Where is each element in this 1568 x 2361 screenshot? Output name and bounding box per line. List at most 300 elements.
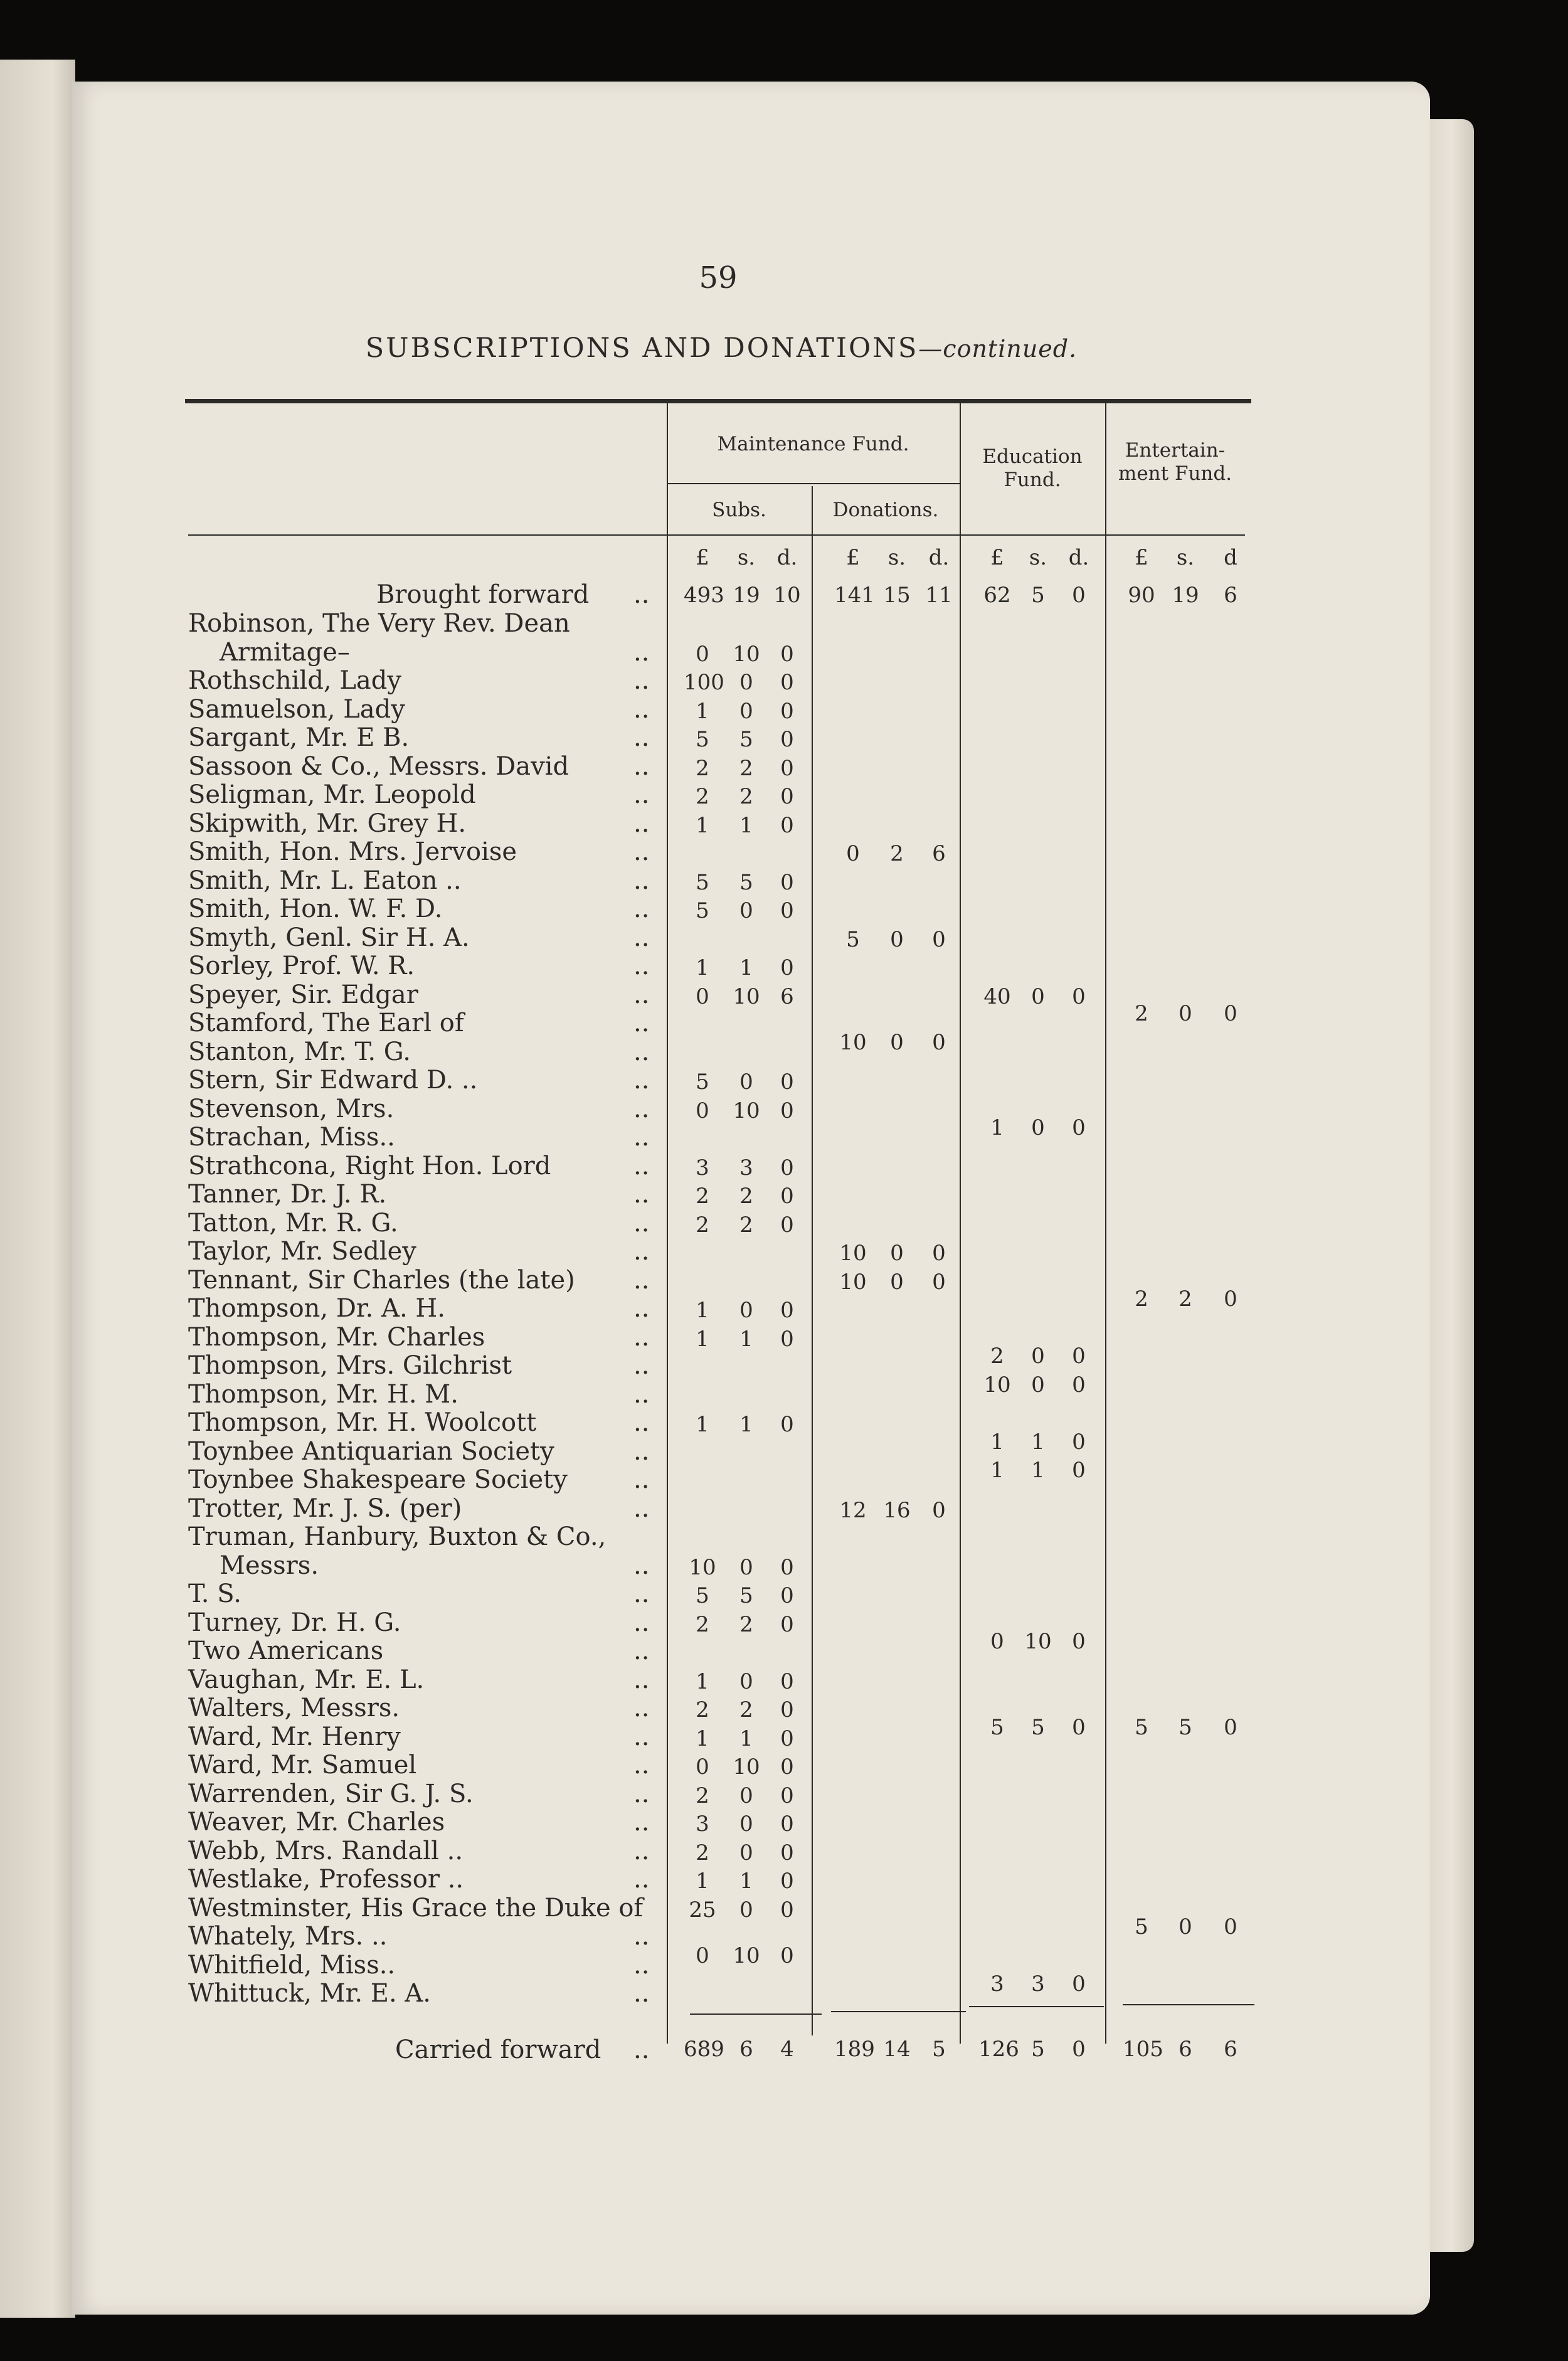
entry-name: Strathcona, Right Hon. Lord <box>188 1152 551 1180</box>
entry-name: Toynbee Antiquarian Society <box>188 1437 554 1466</box>
header-maintenance: Maintenance Fund. <box>717 433 909 455</box>
entry-name: Walters, Messrs. <box>188 1694 400 1722</box>
entry-subs-value: 0 <box>780 1555 794 1580</box>
entry-subs-value: 10 <box>733 642 760 667</box>
entry-subs-value: 100 <box>684 670 724 695</box>
entry-subs-value: 5 <box>696 727 709 752</box>
entry-donations-value: 10 <box>839 1030 867 1055</box>
leader-dots: .. <box>633 1694 650 1722</box>
entry-name: Trotter, Mr. J. S. (per) <box>188 1494 462 1523</box>
entertainment-unit-0: £ <box>1135 545 1148 570</box>
entry-donations-value: 0 <box>932 927 946 952</box>
entry-education-value: 3 <box>1031 1971 1045 1997</box>
entry-subs-value: 0 <box>739 1840 753 1865</box>
leader-dots: .. <box>633 1095 650 1123</box>
entry-subs-value: 0 <box>739 670 753 695</box>
col-divider-names <box>667 403 668 2044</box>
col-divider-subs <box>812 486 813 2035</box>
entry-subs-value: 0 <box>780 670 794 695</box>
entry-donations-value: 12 <box>839 1498 867 1523</box>
entry-name: Two Americans <box>188 1637 384 1665</box>
leader-dots: .. <box>633 1922 650 1951</box>
carried-forward-subs-2: 4 <box>780 2037 794 2062</box>
leader-dots: .. <box>633 1237 650 1266</box>
entry-name: Seligman, Mr. Leopold <box>188 780 476 809</box>
entry-education-value: 2 <box>990 1344 1004 1369</box>
entry-name: Sassoon & Co., Messrs. David <box>188 752 569 781</box>
entry-subs-value: 0 <box>696 984 709 1009</box>
leader-dots: .. <box>633 1437 650 1466</box>
brought-forward-donations-1: 15 <box>883 583 911 608</box>
entry-name: Sargant, Mr. E B. <box>188 723 410 752</box>
entry-subs-value: 2 <box>739 1612 753 1637</box>
entry-subs-value: 3 <box>696 1812 709 1837</box>
leader-dots: .. <box>633 1979 650 2008</box>
entry-subs-value: 0 <box>696 1098 709 1123</box>
entry-subs-value: 1 <box>696 1298 709 1323</box>
entry-donations-value: 0 <box>932 1241 946 1266</box>
entry-subs-value: 1 <box>739 955 753 980</box>
entry-subs-value: 2 <box>739 1697 753 1722</box>
brought-forward-entertainment-1: 19 <box>1172 583 1199 608</box>
entry-name: Weaver, Mr. Charles <box>188 1808 445 1837</box>
entry-subs-value: 0 <box>739 898 753 923</box>
entry-subs-value: 0 <box>780 1783 794 1808</box>
donations-total-rule <box>831 2011 966 2012</box>
education-unit-2: d. <box>1068 545 1089 570</box>
entry-subs-value: 2 <box>739 756 753 781</box>
leader-dots: .. <box>633 1637 650 1665</box>
entry-subs-value: 0 <box>739 1669 753 1694</box>
entry-name: Smith, Mr. L. Eaton .. <box>188 866 462 895</box>
entry-subs-value: 0 <box>696 642 709 667</box>
carried-forward-entertainment-2: 6 <box>1224 2037 1237 2062</box>
entry-subs-value: 0 <box>780 699 794 724</box>
entry-subs-value: 10 <box>733 1943 760 1968</box>
entry-name: Thompson, Mrs. Gilchrist <box>188 1351 512 1380</box>
entry-subs-value: 0 <box>739 1783 753 1808</box>
page-title <box>188 332 1254 364</box>
entry-donations-value: 5 <box>846 927 860 952</box>
entry-name: Stern, Sir Edward D. .. <box>188 1066 478 1095</box>
entry-name: Stevenson, Mrs. <box>188 1095 395 1123</box>
entry-education-value: 0 <box>990 1629 1004 1654</box>
entry-subs-value: 5 <box>739 727 753 752</box>
leader-dots: .. <box>633 837 650 866</box>
brought-forward-subs-0: 493 <box>684 583 724 608</box>
entry-name: Stamford, The Earl of <box>188 1009 464 1037</box>
entry-subs-value: 10 <box>733 984 760 1009</box>
subs-unit-2: d. <box>776 545 798 570</box>
entry-education-value: 1 <box>990 1430 1004 1455</box>
entry-name: Ward, Mr. Henry <box>188 1722 401 1751</box>
page-number: 59 <box>699 260 738 295</box>
header-subs: Subs. <box>712 499 766 521</box>
entry-subs-value: 1 <box>739 1726 753 1751</box>
donations-unit-0: £ <box>846 545 860 570</box>
entry-education-value: 0 <box>1072 1372 1086 1398</box>
leader-dots: .. <box>633 1009 650 1037</box>
brought-forward-education-1: 5 <box>1031 583 1045 608</box>
entry-entertainment-value: 2 <box>1135 1001 1148 1026</box>
carried-forward-donations-2: 5 <box>932 2037 946 2062</box>
education-unit-1: s. <box>1029 545 1047 570</box>
entry-subs-value: 6 <box>780 984 794 1009</box>
entry-entertainment-value: 0 <box>1179 1001 1192 1026</box>
entry-subs-value: 5 <box>696 898 709 923</box>
leader-dots: .. <box>633 780 650 809</box>
entry-entertainment-value: 5 <box>1135 1914 1148 1939</box>
carried-forward-education-0: 126 <box>978 2037 1019 2062</box>
entry-subs-value: 0 <box>739 1298 753 1323</box>
entry-subs-value: 0 <box>780 1897 794 1923</box>
leader-dots: .. <box>633 1465 650 1494</box>
entry-entertainment-value: 5 <box>1179 1715 1192 1740</box>
brought-forward-label: Brought forward <box>376 580 590 609</box>
entry-donations-value: 0 <box>932 1030 946 1055</box>
entry-name: Thompson, Dr. A. H. <box>188 1294 445 1323</box>
entry-subs-value: 0 <box>739 1555 753 1580</box>
entry-name: Ward, Mr. Samuel <box>188 1751 417 1780</box>
entry-subs-value: 0 <box>780 1583 794 1608</box>
brought-forward-education-0: 62 <box>983 583 1011 608</box>
leader-dots: .. <box>633 1351 650 1380</box>
entry-subs-value: 3 <box>739 1155 753 1180</box>
leader-dots: .. <box>633 1408 650 1437</box>
entry-name: Tatton, Mr. R. G. <box>188 1209 398 1238</box>
entry-subs-value: 0 <box>780 955 794 980</box>
leader-dots: .. <box>633 952 650 980</box>
brought-forward-education-2: 0 <box>1072 583 1086 608</box>
entry-subs-value: 0 <box>780 1212 794 1238</box>
carried-forward-donations-1: 14 <box>883 2037 911 2062</box>
entry-subs-value: 1 <box>696 1669 709 1694</box>
leader-dots: .. <box>633 1266 650 1295</box>
carried-forward-dots: .. <box>633 2035 650 2064</box>
entry-name: Tanner, Dr. J. R. <box>188 1180 387 1209</box>
entry-subs-value: 0 <box>780 1726 794 1751</box>
entry-donations-value: 6 <box>932 841 946 866</box>
brought-forward-dots: .. <box>633 580 650 609</box>
carried-forward-entertainment-1: 6 <box>1179 2037 1192 2062</box>
subs-unit-0: £ <box>696 545 709 570</box>
entertainment-unit-1: s. <box>1176 545 1195 570</box>
entry-name: Tennant, Sir Charles (the late) <box>188 1266 575 1295</box>
header-donations: Donations. <box>832 499 939 521</box>
entry-donations-value: 10 <box>839 1241 867 1266</box>
entry-education-value: 0 <box>1072 984 1086 1009</box>
entry-donations-value: 10 <box>839 1270 867 1295</box>
left-page-edge <box>0 60 75 2318</box>
entry-education-value: 5 <box>1031 1715 1045 1740</box>
entertainment-unit-2: d <box>1224 545 1237 570</box>
entry-subs-value: 1 <box>696 1412 709 1437</box>
entry-entertainment-value: 0 <box>1224 1001 1237 1026</box>
entry-education-value: 1 <box>990 1115 1004 1140</box>
leader-dots: .. <box>633 1037 650 1066</box>
leader-dots: .. <box>633 1152 650 1180</box>
entry-entertainment-value: 0 <box>1224 1287 1237 1312</box>
leader-dots: .. <box>633 1123 650 1152</box>
entry-name: Robinson, The Very Rev. Dean <box>188 609 570 638</box>
entry-subs-value: 0 <box>780 1812 794 1837</box>
leader-dots: .. <box>633 809 650 838</box>
entry-subs-value: 0 <box>780 1697 794 1722</box>
entry-subs-value: 0 <box>780 1612 794 1637</box>
leader-dots: .. <box>633 1494 650 1523</box>
entry-subs-value: 2 <box>696 756 709 781</box>
entry-name: Skipwith, Mr. Grey H. <box>188 809 467 838</box>
leader-dots: .. <box>633 1837 650 1865</box>
entry-name: Strachan, Miss.. <box>188 1123 395 1152</box>
entertainment-total-rule <box>1123 2004 1254 2005</box>
entry-education-value: 0 <box>1072 1971 1086 1997</box>
header-entertainment: Entertain-ment Fund. <box>1118 439 1232 485</box>
entry-name: Sorley, Prof. W. R. <box>188 952 415 980</box>
leader-dots: .. <box>633 1066 650 1095</box>
entry-subs-value: 1 <box>739 1412 753 1437</box>
entry-subs-value: 0 <box>780 642 794 667</box>
entry-name: Westminster, His Grace the Duke of <box>188 1894 644 1923</box>
entry-subs-value: 10 <box>733 1754 760 1780</box>
leader-dots: .. <box>633 1323 650 1352</box>
donations-unit-1: s. <box>887 545 906 570</box>
donations-unit-2: d. <box>928 545 950 570</box>
leader-dots: .. <box>633 1180 650 1209</box>
education-unit-0: £ <box>990 545 1004 570</box>
entry-subs-value: 0 <box>780 1669 794 1694</box>
entry-education-value: 0 <box>1072 1430 1086 1455</box>
entry-subs-value: 0 <box>780 1184 794 1209</box>
entry-subs-value: 5 <box>739 1583 753 1608</box>
entry-subs-value: 2 <box>696 1840 709 1865</box>
entry-subs-value: 0 <box>780 870 794 895</box>
entry-education-value: 0 <box>1072 1629 1086 1654</box>
entry-name: Rothschild, Lady <box>188 666 401 695</box>
entry-education-value: 10 <box>1024 1629 1052 1654</box>
entry-education-value: 0 <box>1031 1372 1045 1398</box>
entry-subs-value: 1 <box>696 813 709 838</box>
entry-name: T. S. <box>188 1579 241 1608</box>
entry-entertainment-value: 2 <box>1135 1287 1148 1312</box>
leader-dots: .. <box>633 638 650 667</box>
leader-dots: .. <box>633 1751 650 1780</box>
entry-education-value: 40 <box>983 984 1011 1009</box>
brought-forward-entertainment-2: 6 <box>1224 583 1237 608</box>
entry-entertainment-value: 0 <box>1179 1914 1192 1939</box>
title-text: SUBSCRIPTIONS AND DONATIONS <box>365 332 919 364</box>
entry-subs-value: 2 <box>696 1212 709 1238</box>
entry-subs-value: 0 <box>780 1098 794 1123</box>
carried-forward-subs-0: 689 <box>684 2037 724 2062</box>
entry-name: Samuelson, Lady <box>188 695 405 724</box>
entry-name: Westlake, Professor .. <box>188 1865 464 1894</box>
entry-education-value: 0 <box>1072 1115 1086 1140</box>
entry-subs-value: 0 <box>780 1327 794 1352</box>
entry-subs-value: 0 <box>739 1812 753 1837</box>
entry-subs-value: 0 <box>780 1869 794 1894</box>
entry-donations-value: 2 <box>890 841 904 866</box>
entry-subs-value: 0 <box>780 813 794 838</box>
entry-subs-value: 0 <box>780 1412 794 1437</box>
title-suffix: —continued. <box>918 335 1078 363</box>
entry-subs-value: 0 <box>696 1943 709 1968</box>
entry-subs-value: 0 <box>780 1155 794 1180</box>
entry-donations-value: 0 <box>890 927 904 952</box>
entry-subs-value: 1 <box>696 955 709 980</box>
col-divider-education <box>1105 403 1106 2044</box>
leader-dots: .. <box>633 1380 650 1409</box>
entry-name: Thompson, Mr. H. M. <box>188 1380 458 1409</box>
entry-donations-value: 0 <box>846 841 860 866</box>
entry-subs-value: 0 <box>780 756 794 781</box>
header-education: Education Fund. <box>982 445 1083 492</box>
entry-name: Whitfield, Miss.. <box>188 1951 396 1980</box>
leader-dots: .. <box>633 752 650 781</box>
leader-dots: .. <box>633 1665 650 1694</box>
entry-subs-value: 2 <box>696 1612 709 1637</box>
entry-subs-value: 5 <box>696 870 709 895</box>
leader-dots: .. <box>633 1294 650 1323</box>
entry-donations-value: 0 <box>932 1498 946 1523</box>
entry-subs-value: 0 <box>780 1298 794 1323</box>
entry-education-value: 0 <box>1072 1344 1086 1369</box>
entry-name: Speyer, Sir. Edgar <box>188 980 418 1009</box>
entry-education-value: 0 <box>1072 1715 1086 1740</box>
carried-forward-education-1: 5 <box>1031 2037 1045 2062</box>
entry-name: Toynbee Shakespeare Society <box>188 1465 568 1494</box>
brought-forward-donations-2: 11 <box>925 583 953 608</box>
entry-subs-value: 0 <box>780 1840 794 1865</box>
entry-subs-value: 1 <box>739 1869 753 1894</box>
entry-name: Armitage– <box>220 638 350 667</box>
entry-education-value: 0 <box>1031 1344 1045 1369</box>
leader-dots: .. <box>633 1551 650 1580</box>
entry-subs-value: 0 <box>696 1754 709 1780</box>
entry-subs-value: 10 <box>689 1555 716 1580</box>
entry-subs-value: 1 <box>739 813 753 838</box>
entry-subs-value: 2 <box>739 784 753 809</box>
entry-subs-value: 0 <box>780 898 794 923</box>
entry-education-value: 1 <box>1031 1430 1045 1455</box>
leader-dots: .. <box>633 1209 650 1238</box>
leader-dots: .. <box>633 1865 650 1894</box>
entry-name: Stanton, Mr. T. G. <box>188 1037 411 1066</box>
leader-dots: .. <box>633 980 650 1009</box>
entry-subs-value: 0 <box>739 1897 753 1923</box>
entry-name: Smith, Hon. Mrs. Jervoise <box>188 837 517 866</box>
entry-subs-value: 1 <box>696 699 709 724</box>
leader-dots: .. <box>633 723 650 752</box>
entry-subs-value: 5 <box>739 870 753 895</box>
entry-name: Whittuck, Mr. E. A. <box>188 1979 431 2008</box>
entry-entertainment-value: 5 <box>1135 1715 1148 1740</box>
entry-donations-value: 0 <box>890 1270 904 1295</box>
carried-forward-entertainment-0: 105 <box>1123 2037 1163 2062</box>
entry-education-value: 1 <box>990 1458 1004 1483</box>
entry-subs-value: 3 <box>696 1155 709 1180</box>
entry-donations-value: 0 <box>890 1030 904 1055</box>
entry-education-value: 5 <box>990 1715 1004 1740</box>
entry-name: Smyth, Genl. Sir H. A. <box>188 923 470 952</box>
entry-entertainment-value: 0 <box>1224 1914 1237 1939</box>
entry-subs-value: 0 <box>739 1069 753 1095</box>
entry-name: Warrenden, Sir G. J. S. <box>188 1780 474 1808</box>
entry-subs-value: 2 <box>696 1184 709 1209</box>
brought-forward-entertainment-0: 90 <box>1128 583 1155 608</box>
leader-dots: .. <box>633 923 650 952</box>
leader-dots: .. <box>633 1780 650 1808</box>
col-divider-donations <box>960 403 961 2044</box>
entry-name: Truman, Hanbury, Buxton & Co., <box>188 1522 607 1551</box>
carried-forward-donations-0: 189 <box>834 2037 875 2062</box>
leader-dots: .. <box>633 1608 650 1637</box>
entry-education-value: 1 <box>1031 1458 1045 1483</box>
brought-forward-donations-0: 141 <box>834 583 875 608</box>
subs-total-rule <box>690 2013 822 2015</box>
entry-subs-value: 1 <box>696 1327 709 1352</box>
entry-subs-value: 0 <box>780 727 794 752</box>
entry-subs-value: 10 <box>733 1098 760 1123</box>
leader-dots: .. <box>633 1722 650 1751</box>
entry-name: Turney, Dr. H. G. <box>188 1608 401 1637</box>
entry-subs-value: 5 <box>696 1069 709 1095</box>
entry-education-value: 10 <box>983 1372 1011 1398</box>
entry-subs-value: 2 <box>696 1697 709 1722</box>
entry-education-value: 0 <box>1031 1115 1045 1140</box>
entry-name: Whately, Mrs. .. <box>188 1922 388 1951</box>
entry-donations-value: 0 <box>932 1270 946 1295</box>
entry-name: Messrs. <box>220 1551 319 1580</box>
entry-entertainment-value: 0 <box>1224 1715 1237 1740</box>
subs-unit-1: s. <box>737 545 756 570</box>
leader-dots: .. <box>633 894 650 923</box>
entry-name: Thompson, Mr. H. Woolcott <box>188 1408 537 1437</box>
entry-education-value: 0 <box>1031 984 1045 1009</box>
entry-subs-value: 0 <box>780 1754 794 1780</box>
leader-dots: .. <box>633 1808 650 1837</box>
carried-forward-education-2: 0 <box>1072 2037 1086 2062</box>
entry-subs-value: 0 <box>780 1943 794 1968</box>
entry-name: Vaughan, Mr. E. L. <box>188 1665 425 1694</box>
entry-name: Smith, Hon. W. F. D. <box>188 894 443 923</box>
entry-subs-value: 2 <box>739 1212 753 1238</box>
maintenance-subrule <box>667 483 960 484</box>
leader-dots: .. <box>633 666 650 695</box>
top-rule <box>185 399 1251 403</box>
leader-dots: .. <box>633 695 650 724</box>
entry-subs-value: 2 <box>696 784 709 809</box>
brought-forward-subs-1: 19 <box>733 583 760 608</box>
entry-subs-value: 25 <box>689 1897 716 1923</box>
entry-subs-value: 1 <box>739 1327 753 1352</box>
leader-dots: .. <box>633 866 650 895</box>
entry-subs-value: 5 <box>696 1583 709 1608</box>
entry-subs-value: 0 <box>780 784 794 809</box>
carried-forward-subs-1: 6 <box>739 2037 753 2062</box>
entry-donations-value: 16 <box>883 1498 911 1523</box>
entry-subs-value: 1 <box>696 1726 709 1751</box>
entry-subs-value: 1 <box>696 1869 709 1894</box>
entry-subs-value: 2 <box>739 1184 753 1209</box>
education-total-rule <box>969 2006 1104 2007</box>
brought-forward-subs-2: 10 <box>773 583 801 608</box>
header-rule <box>188 534 1245 536</box>
entry-entertainment-value: 2 <box>1179 1287 1192 1312</box>
entry-subs-value: 2 <box>696 1783 709 1808</box>
entry-donations-value: 0 <box>890 1241 904 1266</box>
entry-name: Thompson, Mr. Charles <box>188 1323 485 1352</box>
